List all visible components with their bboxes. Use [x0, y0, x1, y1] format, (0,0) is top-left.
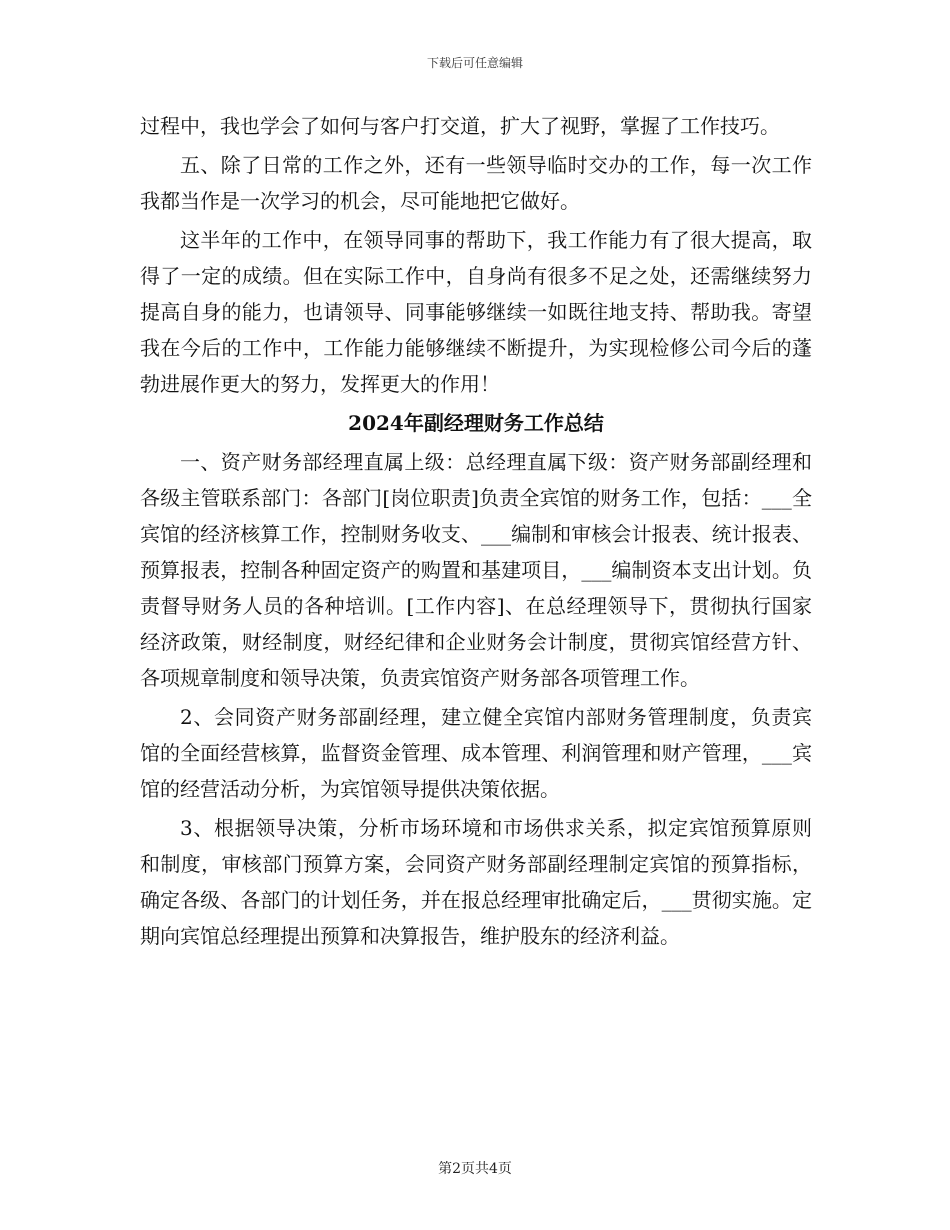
paragraph-five: 五、除了日常的工作之外，还有一些领导临时交办的工作，每一次工作我都当作是一次学习的机会，尽可能地把它做好。: [140, 153, 812, 213]
paragraph-continuation: 过程中，我也学会了如何与客户打交道，扩大了视野，掌握了工作技巧。: [140, 114, 780, 138]
paragraph-two: 2、会同资产财务部副经理，建立健全宾馆内部财务管理制度，负责宾馆的全面经营核算，监督资金管理、成本管理、利润管理和财产管理，___宾馆的经营活动分析，为宾馆领导提供决策依据。: [140, 705, 812, 801]
document-body: [140, 108, 812, 957]
header-note: 下载后可任意编辑: [426, 56, 523, 70]
paragraph-summary: 这半年的工作中，在领导同事的帮助下，我工作能力有了很大提高，取得了一定的成绩。但在实际工作中，自身尚有很多不足之处，还需继续努力提高自身的能力，也请领导、同事能够继续一如既往地支持、帮助我。寄望我在今后的工作中，工作能力能够继续不断提升，为实现检修公司今后的蓬勃进展作更大的努力，发挥更大的作用！: [140, 228, 812, 396]
paragraph-three: 3、根据领导决策，分析市场环境和市场供求关系，拟定宾馆预算原则和制度，审核部门预算方案，会同资产财务部副经理制定宾馆的预算指标，确定各级、各部门的计划任务，并在报总经理审批确定后，___贯彻实施。定期向宾馆总经理提出预算和决算报告，维护股东的经济利益。: [140, 816, 812, 948]
paragraph-one: 一、资产财务部经理直属上级：总经理直属下级：资产财务部副经理和各级主管联系部门：各部门[岗位职责]负责全宾馆的财务工作，包括：___全宾馆的经济核算工作，控制财务收支、___编制和审核会计报表、统计报表、预算报表，控制各种固定资产的购置和基建项目，___编制资本支出计划。负责督导财务人员的各种培训。[工作内容]、在总经理领导下，贯彻执行国家经济政策，财经制度，财经纪律和企业财务会计制度，贯彻宾馆经营方针、各项规章制度和领导决策，负责宾馆资产财务部各项管理工作。: [140, 450, 812, 690]
section-title: 2024年副经理财务工作总结: [348, 411, 604, 435]
page-number: 第2页共4页: [438, 1161, 512, 1177]
